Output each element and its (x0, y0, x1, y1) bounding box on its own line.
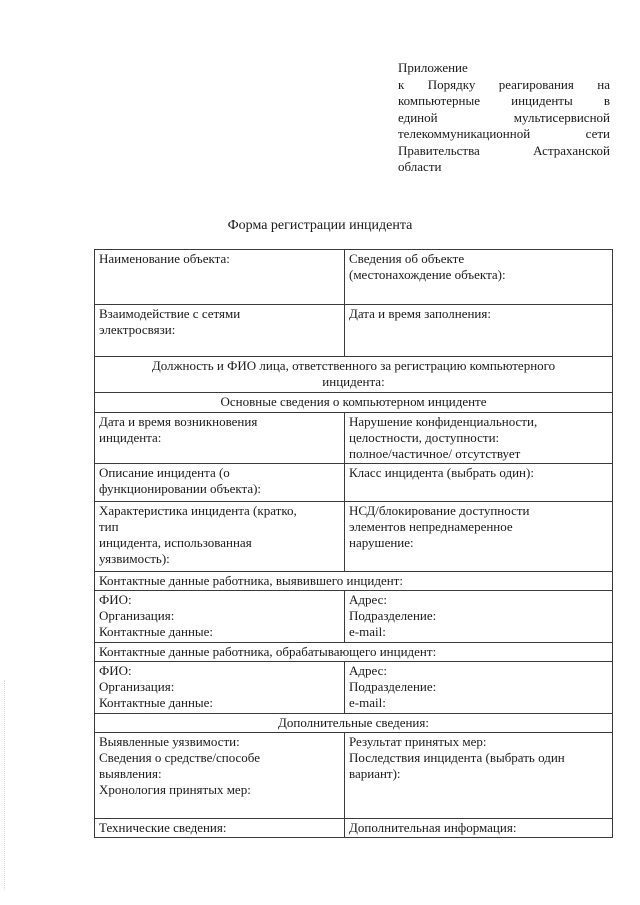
extra-info-cell (345, 819, 613, 838)
table-row (95, 502, 613, 572)
cell-text: ФИО: (99, 592, 132, 607)
additional-heading (95, 714, 613, 733)
table-row (95, 714, 613, 733)
cell-text: Технические сведения: (99, 820, 227, 835)
cell-text: целостности, доступности: (349, 430, 500, 445)
table-row (95, 662, 613, 714)
form-title: Форма регистрации инцидента (227, 218, 413, 233)
cell-text: Нарушение конфиденциальности, (349, 414, 538, 429)
cell-text: Должность и ФИО лица, ответственного за регистрацию компьютерного (151, 358, 556, 373)
cell-text: Сведения об объекте (349, 251, 465, 266)
scan-margin-marks (4, 680, 11, 890)
tech-info-cell (95, 819, 345, 838)
cell-text: Результат принятых мер: (349, 734, 487, 749)
cell-text: Характеристика инцидента (кратко, (99, 503, 297, 518)
object-info-cell (345, 250, 613, 305)
incident-registration-table (94, 249, 613, 838)
processed-contacts-left (95, 662, 345, 714)
detected-contacts-left (95, 591, 345, 643)
cell-text: Организация: (99, 679, 175, 694)
appendix-line: Приложение (398, 60, 468, 75)
violation-cell (345, 413, 613, 464)
cell-text: Дополнительная информация: (349, 820, 517, 835)
cell-text: Подразделение: (349, 679, 437, 694)
cell-text: Контактные данные работника, обрабатывающего инцидент: (99, 644, 437, 659)
cell-text: Контактные данные: (99, 624, 214, 639)
cell-text: Адрес: (349, 592, 387, 607)
cell-text: Подразделение: (349, 608, 437, 623)
cell-text: Организация: (99, 608, 175, 623)
cell-text: инцидента: (322, 374, 385, 389)
cell-text: ФИО: (99, 663, 132, 678)
networks-cell (95, 305, 345, 357)
table-row (95, 357, 613, 393)
object-name-cell (95, 250, 345, 305)
cell-text: полное/частичное/ отсутствует (349, 446, 521, 461)
cell-text: e-mail: (349, 624, 386, 639)
cell-text: элементов непреднамеренное (349, 519, 513, 534)
table-row (95, 643, 613, 662)
table-row (95, 413, 613, 464)
additional-left-cell (95, 733, 345, 819)
cell-text: Основные сведения о компьютерном инциденте (220, 394, 487, 409)
cell-text: инцидента, использованная (99, 535, 252, 550)
table-row (95, 733, 613, 819)
detected-contacts-right (345, 591, 613, 643)
cell-text: Контактные данные работника, выявившего инцидент: (99, 573, 403, 588)
cell-text: e-mail: (349, 695, 386, 710)
main-section-heading (95, 393, 613, 413)
cell-text: Взаимодействие с сетями (99, 306, 241, 321)
cell-text: НСД/блокирование доступности (349, 503, 530, 518)
cell-text: вариант): (349, 766, 401, 781)
cell-text: Наименование объекта: (99, 251, 230, 266)
characteristics-cell (95, 502, 345, 572)
appendix-line: к Порядку реагирования на (398, 76, 610, 92)
cell-text: Дата и время заполнения: (349, 306, 491, 321)
table-row (95, 250, 613, 305)
cell-text: Дополнительные сведения: (278, 715, 429, 730)
appendix-line: телекоммуникационной сети (398, 126, 610, 141)
table-row (95, 464, 613, 502)
cell-text: нарушение: (349, 535, 414, 550)
cell-text: инцидента: (99, 430, 162, 445)
cell-text: Хронология принятых мер: (99, 782, 251, 797)
table-row (95, 393, 613, 413)
table-row (95, 591, 613, 643)
responsible-person-cell (95, 357, 613, 393)
appendix-line: единой мультисервисной (398, 109, 610, 125)
cell-text: Выявленные уязвимости: (99, 734, 240, 749)
cell-text: функционировании объекта): (99, 481, 262, 496)
processed-contacts-right (345, 662, 613, 714)
description-cell (95, 464, 345, 502)
cell-text: Класс инцидента (выбрать один): (349, 465, 534, 480)
cell-text: Контактные данные: (99, 695, 214, 710)
appendix-line: области (398, 159, 442, 174)
nsd-cell (345, 502, 613, 572)
processed-by-heading (95, 643, 613, 662)
table-row (95, 819, 613, 838)
cell-text: тип (99, 519, 119, 534)
cell-text: Сведения о средстве/способе (99, 750, 261, 765)
cell-text: Последствия инцидента (выбрать один (349, 750, 565, 765)
incident-datetime-cell (95, 413, 345, 464)
cell-text: электросвязи: (99, 322, 176, 337)
detected-by-heading (95, 572, 613, 591)
cell-text: Адрес: (349, 663, 387, 678)
appendix-line: компьютерные инциденты в (398, 93, 610, 108)
cell-text: Описание инцидента (о (99, 465, 230, 480)
table-row (95, 572, 613, 591)
cell-text: уязвимость): (99, 551, 170, 566)
cell-text: (местонахождение объекта): (349, 267, 506, 282)
appendix-line: Правительства Астраханской (398, 142, 610, 158)
incident-class-cell (345, 464, 613, 502)
additional-right-cell (345, 733, 613, 819)
appendix-header (398, 60, 610, 176)
cell-text: выявления: (99, 766, 162, 781)
table-row (95, 305, 613, 357)
cell-text: Дата и время возникновения (99, 414, 258, 429)
fill-date-cell (345, 305, 613, 357)
